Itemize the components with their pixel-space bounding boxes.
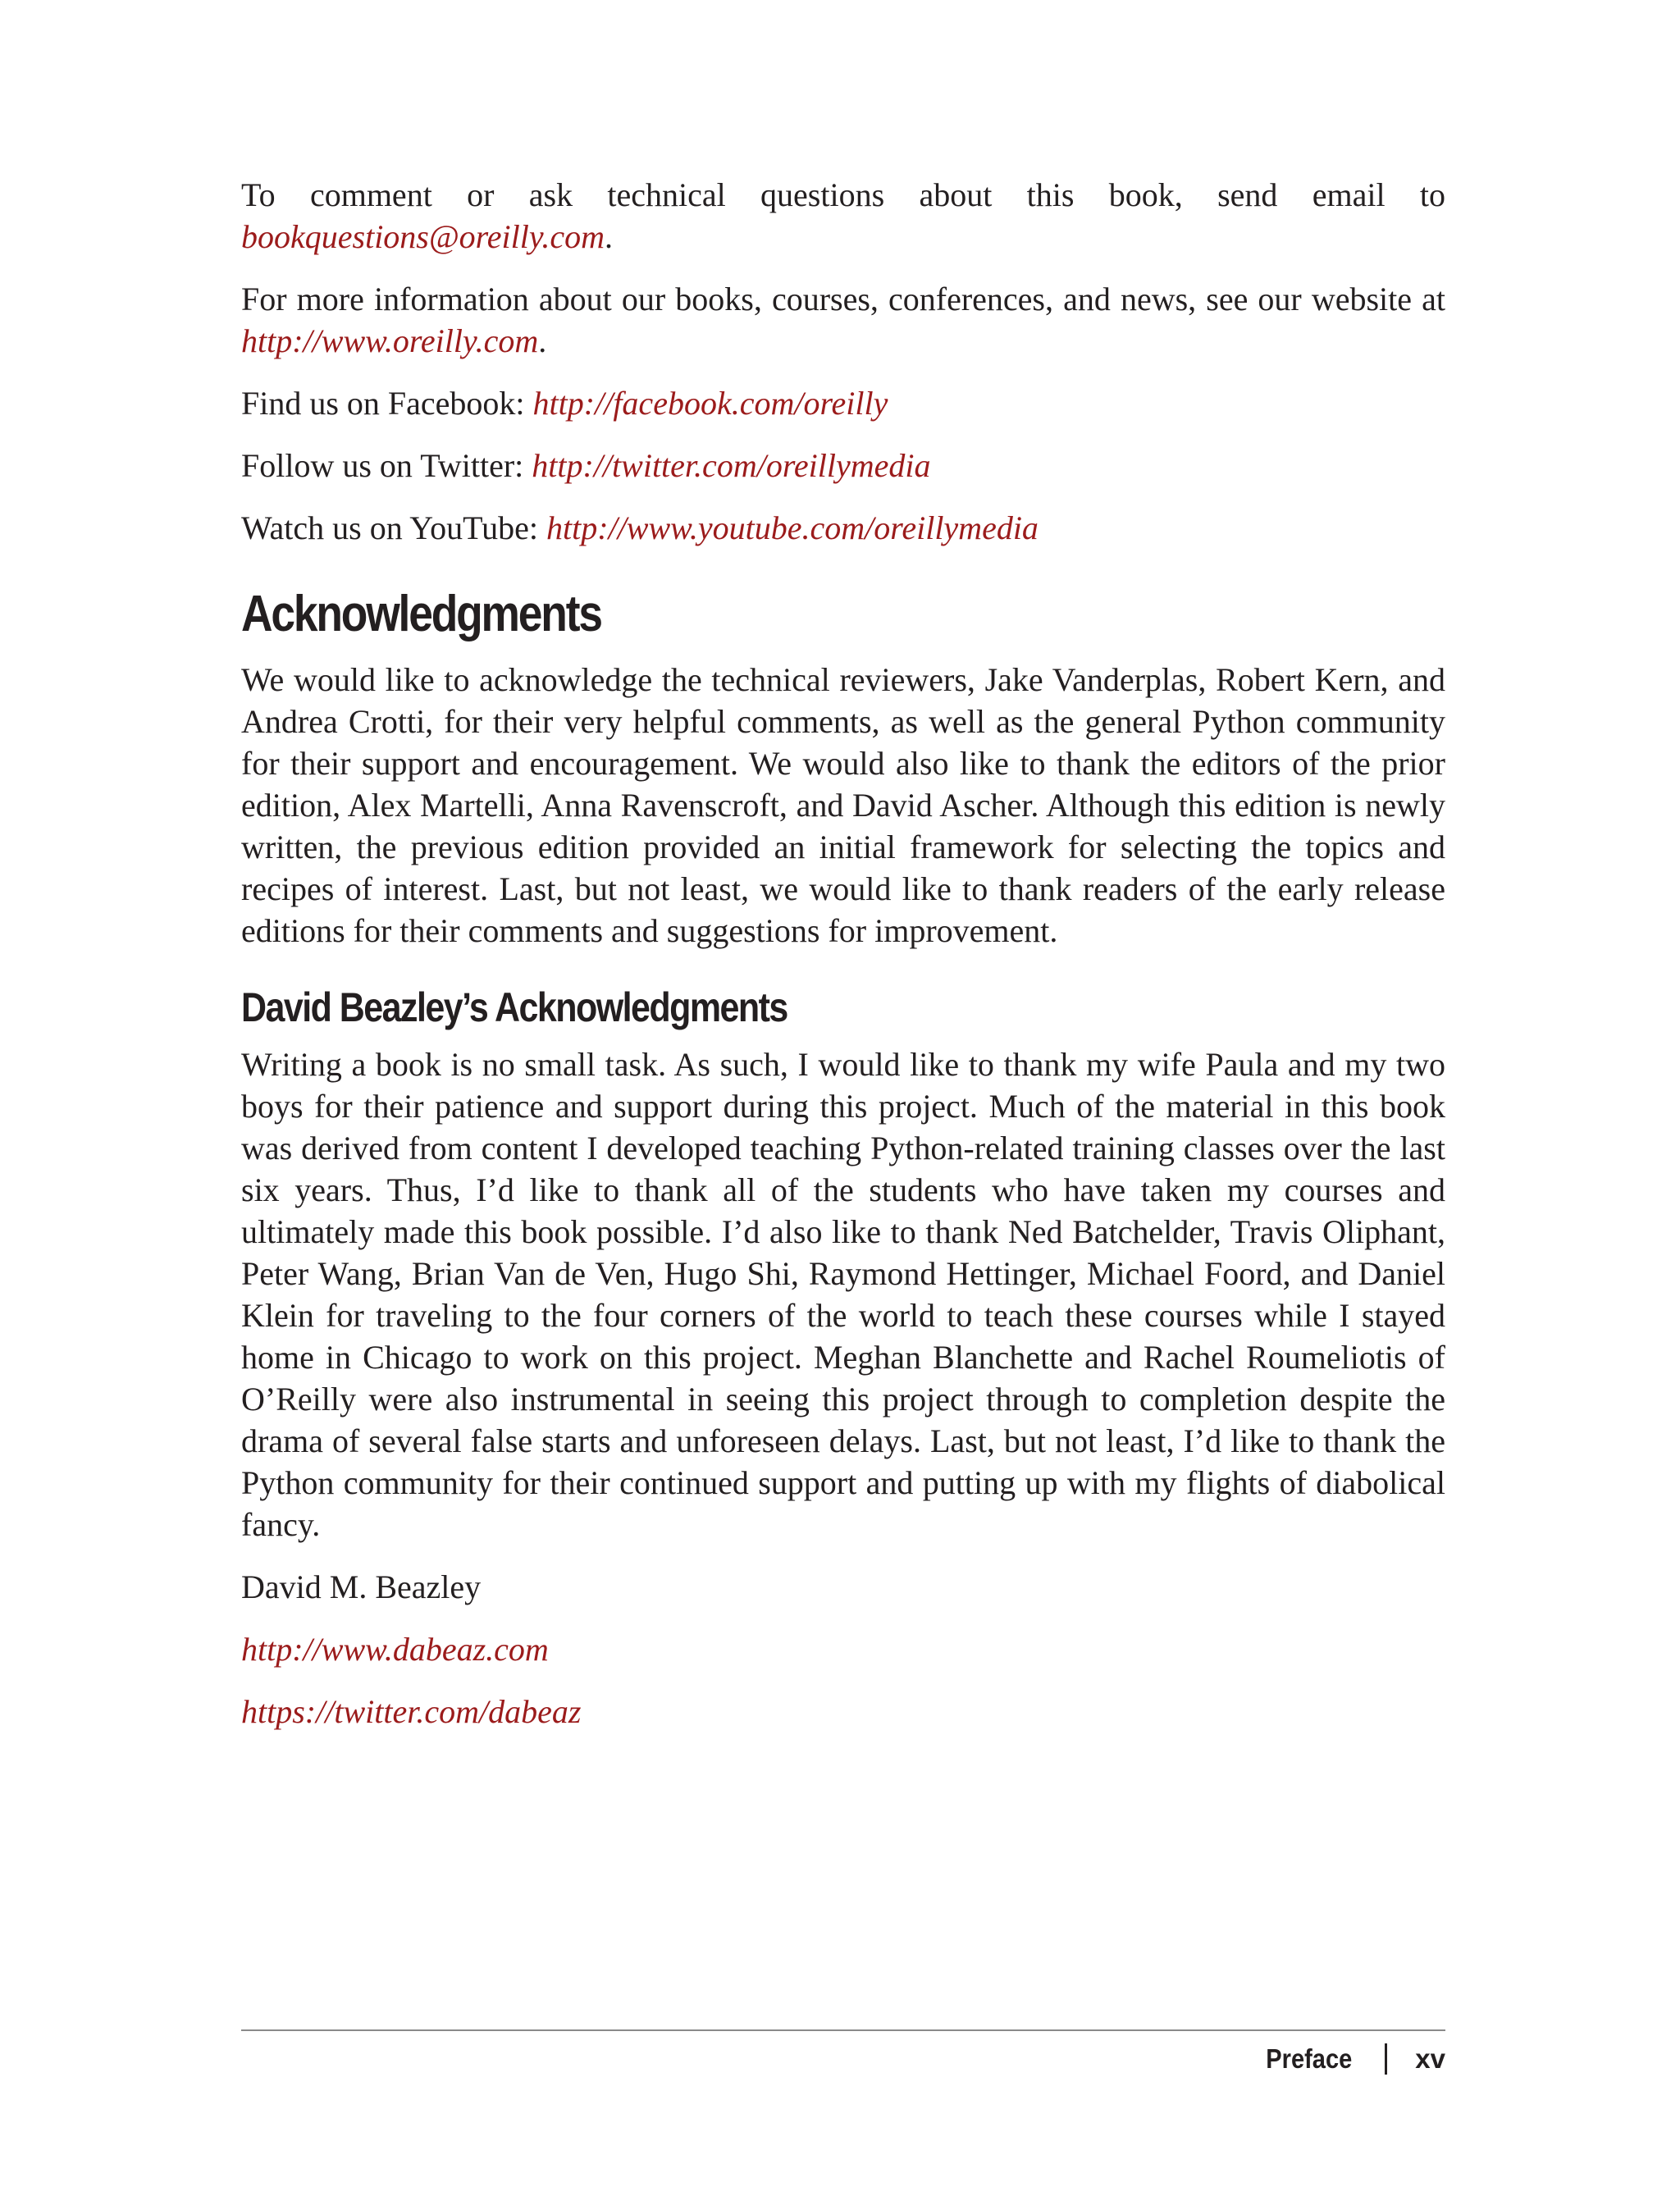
- dabeaz-twitter-link[interactable]: https://twitter.com/dabeaz: [241, 1693, 582, 1730]
- footer-page-number: xv: [1415, 2043, 1445, 2074]
- footer-section-name: Preface: [1266, 2043, 1353, 2074]
- dabeaz-twitter-paragraph: [241, 1691, 1445, 1732]
- beazley-acknowledgments-heading: David Beazley’s Acknowledgments: [241, 984, 788, 1030]
- acknowledgments-body: We would like to acknowledge the technical reviewers, Jake Vanderplas, Robert Kern, and Andrea Crotti, for their very helpful comments, as well as the general Python community for their support and encouragement. We would also like to thank the editors of the prior edition, Alex Martelli, Anna Ravenscroft, and David Ascher. Although this edition is newly written, the previous edition provided an initial framework for selecting the topics and recipes of interest. Last, but not least, we would like to thank readers of the early release editions for their comments and suggestions for improvement.: [241, 661, 1445, 949]
- contact-website-end: .: [538, 322, 547, 359]
- beazley-acknowledgments-body: Writing a book is no small task. As such, I would like to thank my wife Paula and my two boys for their patience and support during this project. Much of the material in this book was derived from content I developed teaching Python-related training classes over the last six years. Thus, I’d like to thank all of the students who have taken my courses and ultimately made this book possible. I’d also like to thank Ned Batchelder, Travis Oliphant, Peter Wang, Brian Van de Ven, Hugo Shi, Raymond Hettinger, Michael Foord, and Daniel Klein for traveling to the four corners of the world to teach these courses while I stayed home in Chicago to work on this project. Meghan Blanchette and Rachel Roumeliotis of O’Reilly were also instrumental in seeing this project through to completion despite the drama of several false starts and unforeseen delays. Last, but not least, I’d like to thank the Python community for their continued support and putting up with my flights of diabolical fancy.: [241, 1046, 1445, 1543]
- footer-separator: [1385, 2043, 1387, 2075]
- page-content: [241, 174, 1445, 1732]
- contact-website-text: For more information about our books, courses, conferences, and news, see our website at: [241, 281, 1445, 317]
- page-footer: [1254, 2041, 1445, 2077]
- facebook-label: Find us on Facebook:: [241, 385, 533, 422]
- footer-divider: [241, 2029, 1445, 2031]
- facebook-paragraph: [241, 382, 1445, 424]
- email-link[interactable]: bookquestions@oreilly.com: [241, 218, 605, 255]
- youtube-label: Watch us on YouTube:: [241, 509, 547, 546]
- contact-website-paragraph: [241, 278, 1445, 362]
- twitter-label: Follow us on Twitter:: [241, 447, 532, 484]
- twitter-link[interactable]: http://twitter.com/oreillymedia: [532, 447, 931, 484]
- contact-email-text: To comment or ask technical questions about this book, send email to: [241, 176, 1445, 213]
- twitter-paragraph: [241, 445, 1445, 486]
- youtube-link[interactable]: http://www.youtube.com/oreillymedia: [546, 509, 1039, 546]
- website-link[interactable]: http://www.oreilly.com: [241, 322, 539, 359]
- dabeaz-website-link[interactable]: http://www.dabeaz.com: [241, 1631, 549, 1668]
- contact-email-paragraph: [241, 174, 1445, 258]
- facebook-link[interactable]: http://facebook.com/oreilly: [532, 385, 888, 422]
- youtube-paragraph: [241, 507, 1445, 549]
- dabeaz-website-paragraph: [241, 1628, 1445, 1670]
- acknowledgments-heading: Acknowledgments: [241, 586, 601, 642]
- signature: David M. Beazley: [241, 1568, 482, 1605]
- contact-email-end: .: [605, 218, 614, 255]
